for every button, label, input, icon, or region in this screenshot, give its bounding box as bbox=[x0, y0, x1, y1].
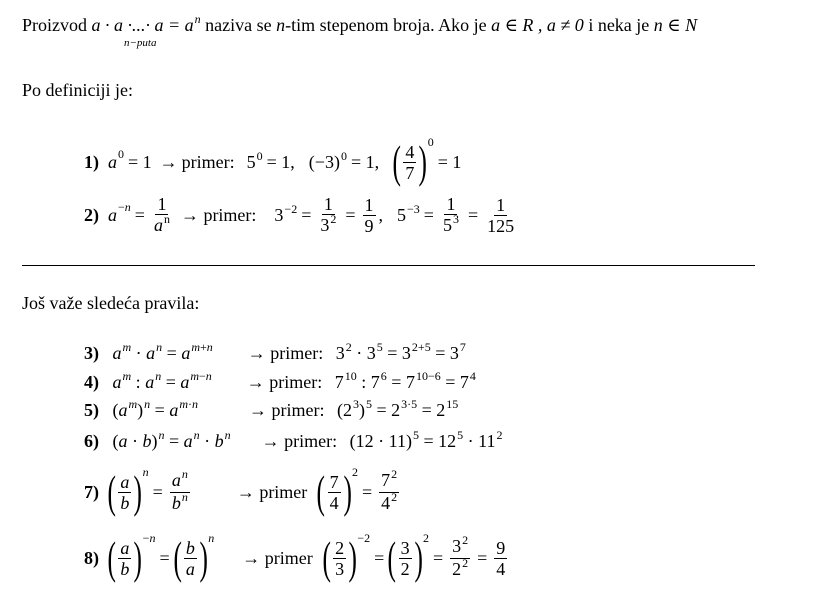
divider bbox=[22, 265, 755, 266]
underbrace-label: n−puta bbox=[124, 37, 157, 49]
rule-6: 6) $(a \cdot b)^n = a^n \cdot b^n$ → primer: $(12 \cdot 11)^5 = 12^5 \cdot 11^2$ bbox=[84, 428, 503, 451]
rule-number: 1) bbox=[84, 151, 99, 172]
definition-heading: Po definiciji je: bbox=[22, 80, 133, 100]
rule-number: 2) bbox=[84, 204, 99, 225]
rule-8: 8) ( $\frac{a}{b}$ ) −n = ( $\frac{b}{a}$ ) n → primer ( $\frac{2}{3}$ ) −2 = ( $\frac{3}{2}$ ) 2 = $\frac{3^2}{2^2}$ = $\frac{9}{4}$ bbox=[84, 530, 506, 583]
rule-1: 1) a $^0$ = 1 → primer: $5^0 = 1$, $(-3)^0 = 1$, ( $\frac{4}{7}$ ) 0 = 1 bbox=[84, 134, 462, 187]
rule-7: 7) ( $\frac{a}{b}$ ) n = $\frac{a^n}{b^n}$ → primer ( $\frac{7}{4}$ ) 2 = $\frac{7^2}{4^2}$ bbox=[84, 464, 398, 517]
intro-line: Proizvod a · a ·...· $a = a^n$ naziva se n-tim stepenom broja. Ako je a ∈ R , a ≠ 0 i neka je n ∈ N bbox=[22, 12, 698, 35]
intro-text: Proizvod bbox=[22, 15, 87, 35]
rule-2: 2) a $^{-n}$ = $\frac{1}{a^n}$ → primer: $3^{-2}$ = $\frac{1}{3^2}$ = $\frac{1}{9}$ , $5^{-3}$ = $\frac{1}{5^3}$ = $\frac{1}{125}$ bbox=[84, 193, 515, 236]
rules-heading: Još važe sledeća pravila: bbox=[22, 293, 200, 313]
rule-4: 4) $a^m$ : $a^n = a^{m-n}$ → primer: $7^{10}$ : $7^6 = 7^{10-6} = 7^4$ bbox=[84, 369, 476, 392]
rule-3: 3) $a^m \cdot a^n = a^{m+n}$ → primer: $3^2 \cdot 3^5 = 3^{2+5} = 3^7$ bbox=[84, 340, 466, 363]
product-expression: a · a ·...· $a = a^n$ bbox=[91, 12, 201, 35]
rule-5: 5) $(a^m)^n = a^{m\cdot n}$ → primer: $(2^3)^5 = 2^{3\cdot 5} = 2^{15}$ bbox=[84, 397, 459, 420]
